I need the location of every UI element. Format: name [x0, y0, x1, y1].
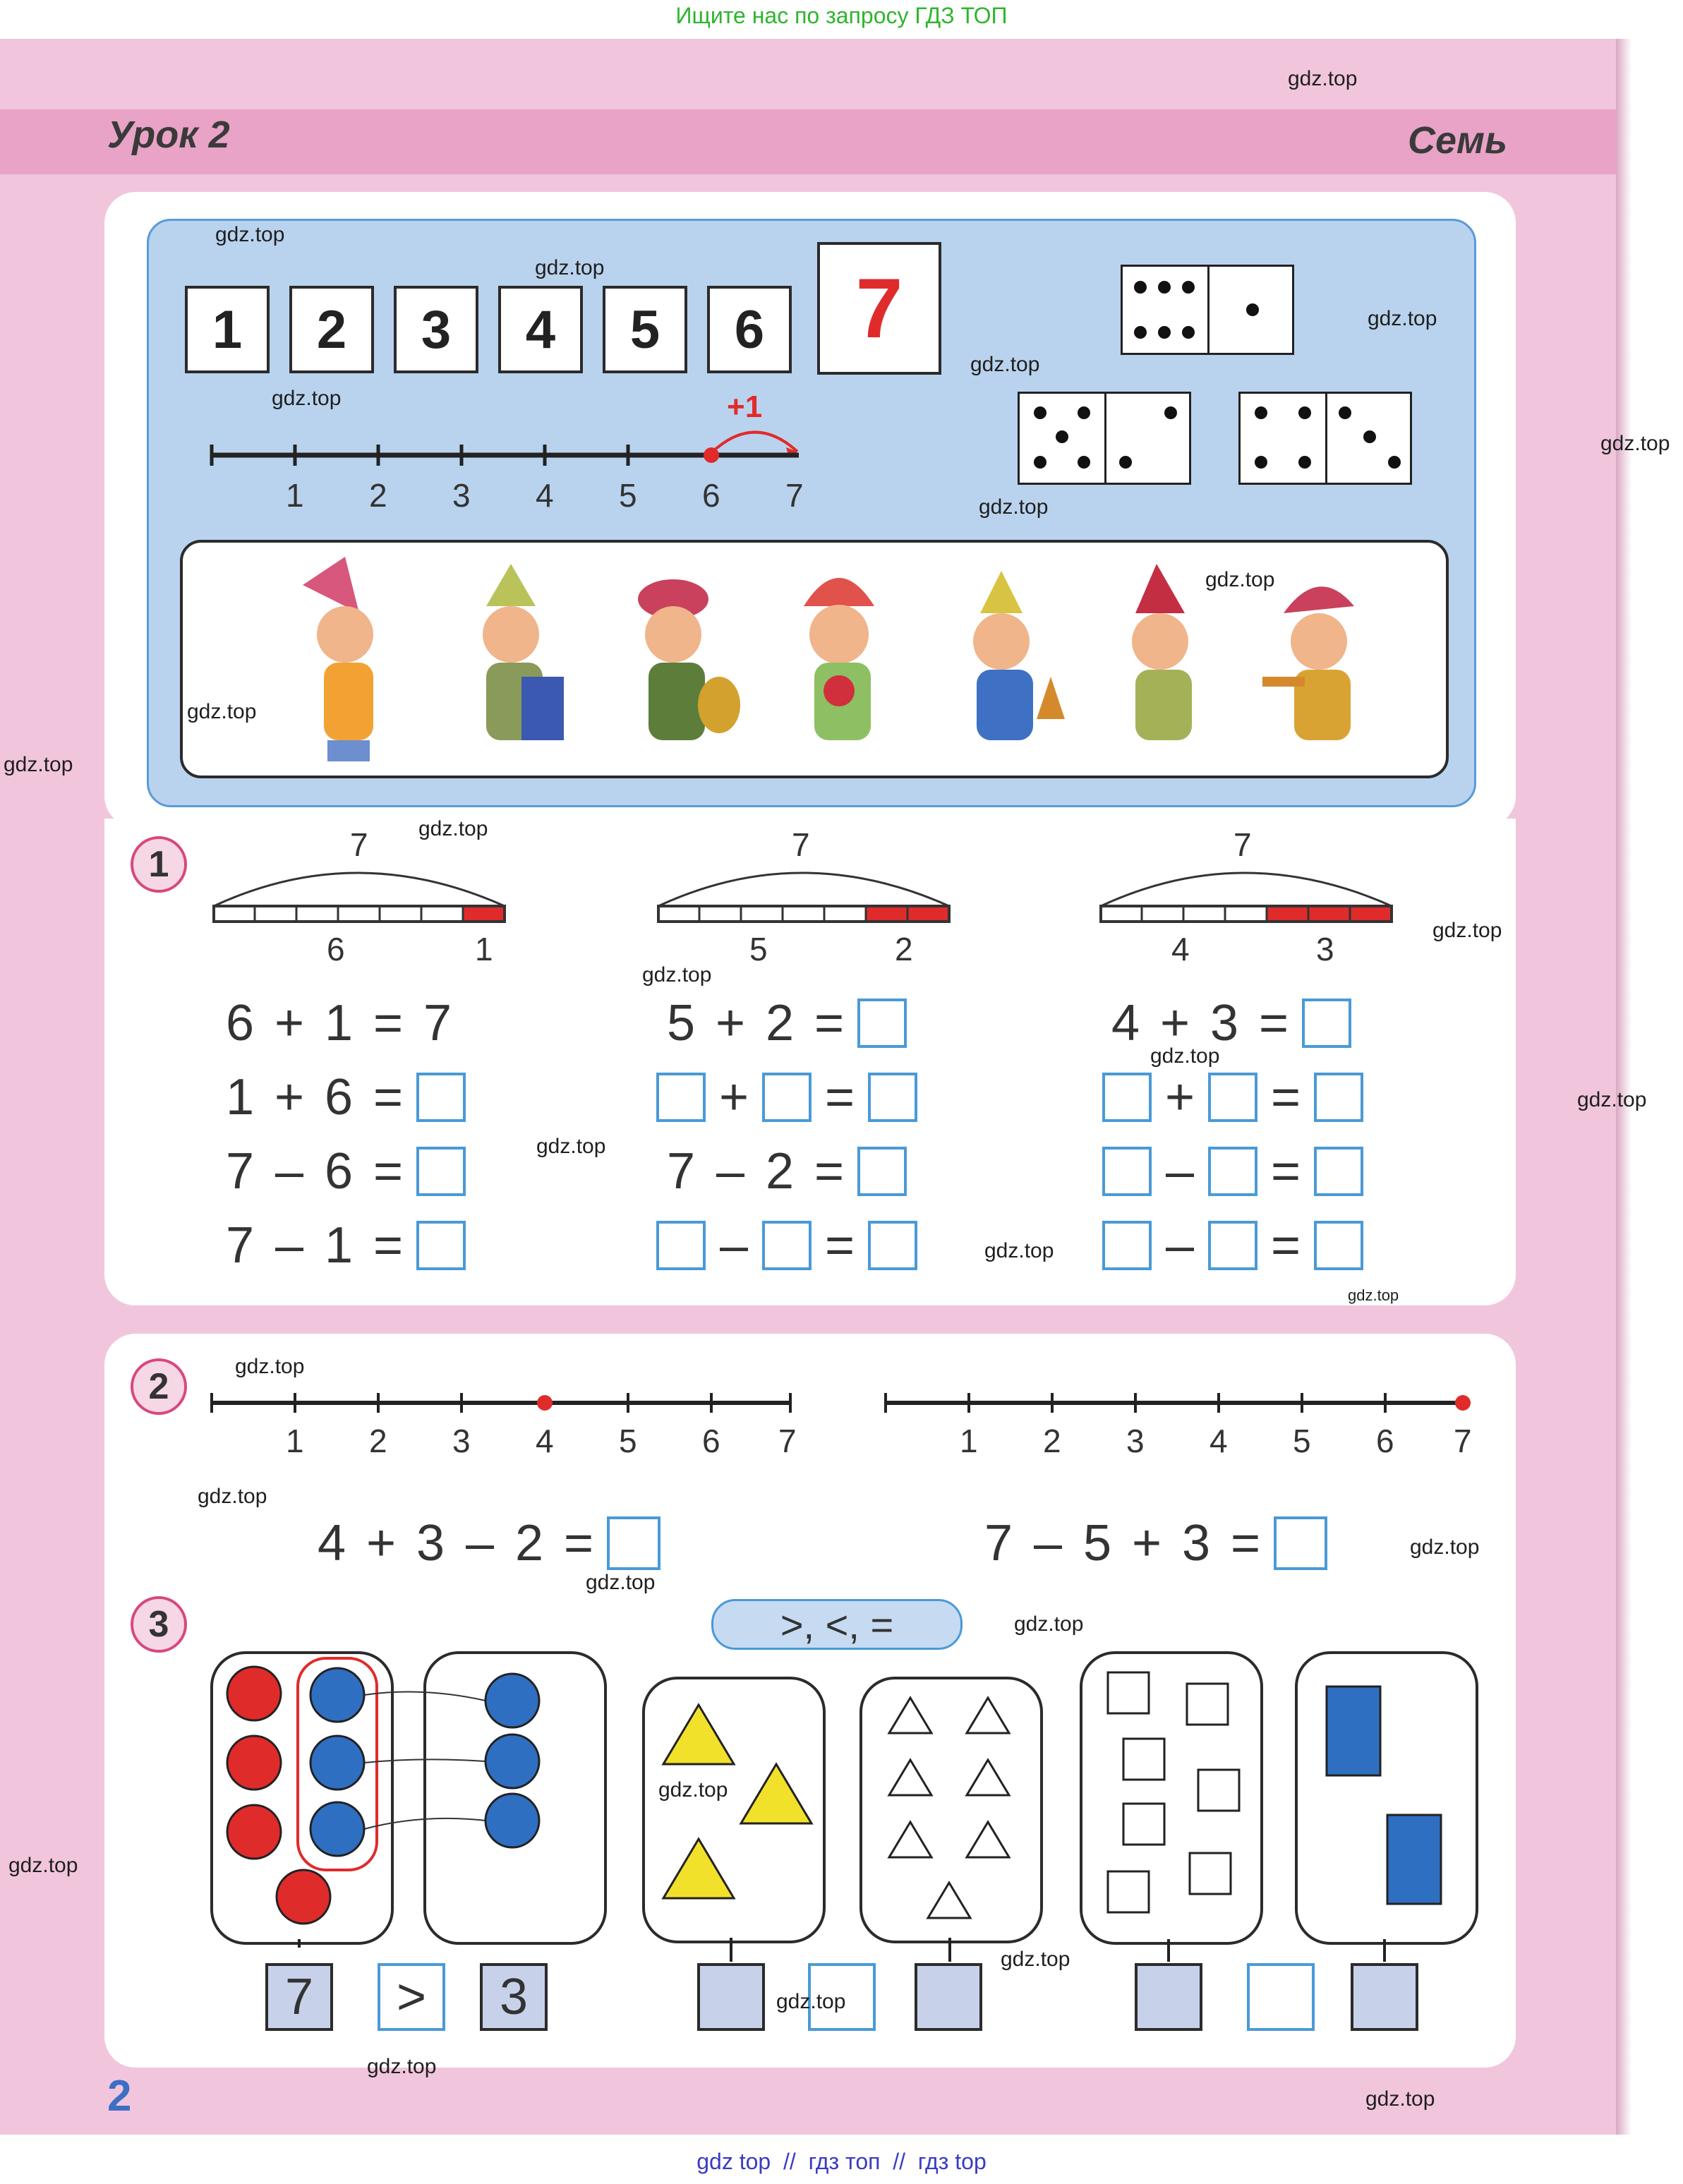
watermark: gdz.top: [367, 2055, 437, 2078]
answer-box[interactable]: [857, 1147, 907, 1196]
answer-box[interactable]: [1102, 1221, 1152, 1270]
seg1-total: 7: [350, 826, 368, 863]
watermark: gdz.top: [198, 1485, 267, 1508]
squares-illustration: [1080, 1651, 1482, 1962]
t2-right-tick-6: 6: [1376, 1423, 1394, 1459]
triangles-illustration: [642, 1677, 1044, 1973]
answer-right-count[interactable]: 3: [480, 1963, 548, 2031]
watermark: gdz.top: [8, 1854, 78, 1877]
eq-3-4: – =: [1102, 1217, 1363, 1274]
t2-left-tick-1: 1: [286, 1423, 304, 1459]
answer-box[interactable]: [416, 1147, 466, 1196]
answer-squares-sign[interactable]: [1247, 1963, 1315, 2031]
intro-tick-6: 6: [702, 477, 720, 514]
t2-right-tick-4: 4: [1210, 1423, 1228, 1459]
answer-box[interactable]: [1314, 1147, 1363, 1196]
number-card-2: 2: [289, 286, 374, 373]
t2-left-tick-2: 2: [369, 1423, 387, 1459]
eq-1-2: 1 + 6 =: [219, 1069, 466, 1126]
answer-outline-triangles[interactable]: [915, 1963, 982, 2031]
task2-number-line-left: [205, 1383, 804, 1425]
eq-3-2: + =: [1102, 1069, 1363, 1126]
watermark: gdz.top: [1348, 1286, 1399, 1304]
eq-1-4: 7 – 1 =: [219, 1217, 466, 1274]
domino-4-3: [1238, 392, 1412, 485]
eq-3-3: – =: [1102, 1143, 1363, 1200]
t2-right-tick-7: 7: [1454, 1423, 1472, 1459]
seg2-part-b: 2: [895, 931, 913, 967]
answer-box[interactable]: [1314, 1073, 1363, 1122]
intro-tick-5: 5: [619, 477, 637, 514]
watermark: gdz.top: [1432, 919, 1502, 942]
answer-box[interactable]: [656, 1221, 706, 1270]
number-card-3: 3: [394, 286, 478, 373]
watermark: gdz.top: [1368, 307, 1437, 330]
answer-box[interactable]: [868, 1221, 917, 1270]
t2-left-tick-6: 6: [702, 1423, 720, 1459]
eq-1-1: 6 + 1 = 7: [225, 995, 452, 1051]
seg1-part-b: 1: [475, 931, 493, 967]
answer-box[interactable]: [607, 1516, 660, 1570]
answer-blue-rectangles[interactable]: [1351, 1963, 1418, 2031]
answer-box[interactable]: [1208, 1073, 1257, 1122]
header-band: [0, 109, 1616, 174]
answer-comparison-sign[interactable]: >: [378, 1963, 445, 2031]
watermark: gdz.top: [418, 817, 488, 840]
answer-left-count[interactable]: 7: [265, 1963, 333, 2031]
eq-2-2: + =: [656, 1069, 917, 1126]
watermark: gdz.top: [970, 353, 1040, 376]
intro-tick-7: 7: [785, 477, 804, 514]
eq-1-3: 7 – 6 =: [219, 1143, 466, 1200]
watermark: gdz.top: [658, 1778, 728, 1802]
seg2-total: 7: [792, 826, 810, 863]
answer-box[interactable]: [1102, 1073, 1152, 1122]
eq-2-3: 7 – 2 =: [660, 1143, 907, 1200]
answer-box[interactable]: [1102, 1147, 1152, 1196]
watermark: gdz.top: [272, 387, 342, 410]
task2-expression-left: 4 + 3 – 2 =: [310, 1514, 660, 1573]
t2-left-tick-5: 5: [619, 1423, 637, 1459]
answer-box[interactable]: [1302, 999, 1351, 1048]
watermark: gdz.top: [4, 753, 73, 776]
answer-yellow-triangles[interactable]: [697, 1963, 765, 2031]
watermark: gdz.top: [1150, 1044, 1220, 1068]
watermark: gdz.top: [1577, 1088, 1647, 1111]
seg2-part-a: 5: [749, 931, 768, 967]
topic-title: Семь: [1408, 119, 1508, 162]
intro-tick-4: 4: [536, 477, 554, 514]
seg1-part-a: 6: [327, 931, 345, 967]
page-edge: [1616, 39, 1631, 2135]
seg3-total: 7: [1233, 826, 1252, 863]
number-card-7: 7: [817, 242, 941, 375]
answer-box[interactable]: [416, 1073, 466, 1122]
number-card-1: 1: [185, 286, 270, 373]
intro-tick-1: 1: [286, 477, 304, 514]
t2-right-tick-3: 3: [1126, 1423, 1145, 1459]
watermark: gdz.top: [1365, 2087, 1435, 2111]
watermark: gdz.top: [535, 256, 605, 279]
task3-number: 3: [131, 1596, 187, 1653]
plus-one-label: +1: [727, 390, 763, 424]
watermark: gdz.top: [984, 1239, 1054, 1262]
task2-expression-right: 7 – 5 + 3 =: [977, 1514, 1327, 1573]
answer-box[interactable]: [416, 1221, 466, 1270]
watermark: gdz.top: [642, 963, 712, 987]
eq-2-1: 5 + 2 =: [660, 995, 907, 1051]
task2-number-line-right: [879, 1383, 1478, 1425]
lesson-title: Урок 2: [107, 114, 230, 156]
watermark: gdz.top: [979, 495, 1049, 519]
domino-6-1: [1121, 265, 1294, 355]
answer-box[interactable]: [1208, 1147, 1257, 1196]
watermark: gdz.top: [187, 700, 257, 723]
number-card-6: 6: [707, 286, 792, 373]
eq-3-1: 4 + 3 =: [1104, 995, 1351, 1051]
t2-right-tick-2: 2: [1043, 1423, 1061, 1459]
comparison-signs-hint: >, <, =: [711, 1599, 963, 1650]
watermark: gdz.top: [776, 1990, 846, 2013]
footer-links[interactable]: gdz top // гдз топ // гдз top: [696, 2149, 987, 2174]
watermark: gdz.top: [1014, 1612, 1084, 1636]
watermark: gdz.top: [235, 1355, 305, 1378]
watermark: gdz.top: [586, 1571, 656, 1594]
circles-illustration: [210, 1651, 605, 1948]
number-card-5: 5: [603, 286, 687, 373]
watermark: gdz.top: [1205, 568, 1275, 591]
t2-left-tick-7: 7: [778, 1423, 797, 1459]
intro-tick-3: 3: [452, 477, 471, 514]
watermark: gdz.top: [1410, 1536, 1480, 1559]
intro-tick-2: 2: [369, 477, 387, 514]
task2-number: 2: [131, 1358, 187, 1415]
t2-right-tick-1: 1: [960, 1423, 978, 1459]
t2-left-tick-3: 3: [452, 1423, 471, 1459]
answer-outline-squares[interactable]: [1135, 1963, 1202, 2031]
domino-5-2: [1018, 392, 1191, 485]
answer-box[interactable]: [857, 999, 907, 1048]
watermark: gdz.top: [215, 223, 285, 246]
watermark: gdz.top: [1288, 67, 1358, 90]
task1-number: 1: [131, 836, 187, 893]
t2-left-tick-4: 4: [536, 1423, 554, 1459]
answer-box[interactable]: [762, 1073, 812, 1122]
answer-box[interactable]: [868, 1073, 917, 1122]
t2-right-tick-5: 5: [1293, 1423, 1311, 1459]
number-card-4: 4: [498, 286, 583, 373]
watermark: gdz.top: [536, 1135, 606, 1158]
watermark: gdz.top: [1600, 432, 1670, 455]
top-banner[interactable]: Ищите нас по запросу ГДЗ ТОП: [675, 3, 1008, 28]
answer-box[interactable]: [1274, 1516, 1327, 1570]
watermark: gdz.top: [1001, 1948, 1070, 1971]
seg3-part-a: 4: [1171, 931, 1190, 967]
answer-box[interactable]: [1314, 1221, 1363, 1270]
answer-box[interactable]: [656, 1073, 706, 1122]
seg3-part-b: 3: [1316, 931, 1334, 967]
eq-2-4: – =: [656, 1217, 917, 1274]
answer-box[interactable]: [762, 1221, 812, 1270]
answer-box[interactable]: [1208, 1221, 1257, 1270]
page-number: 2: [107, 2072, 132, 2120]
